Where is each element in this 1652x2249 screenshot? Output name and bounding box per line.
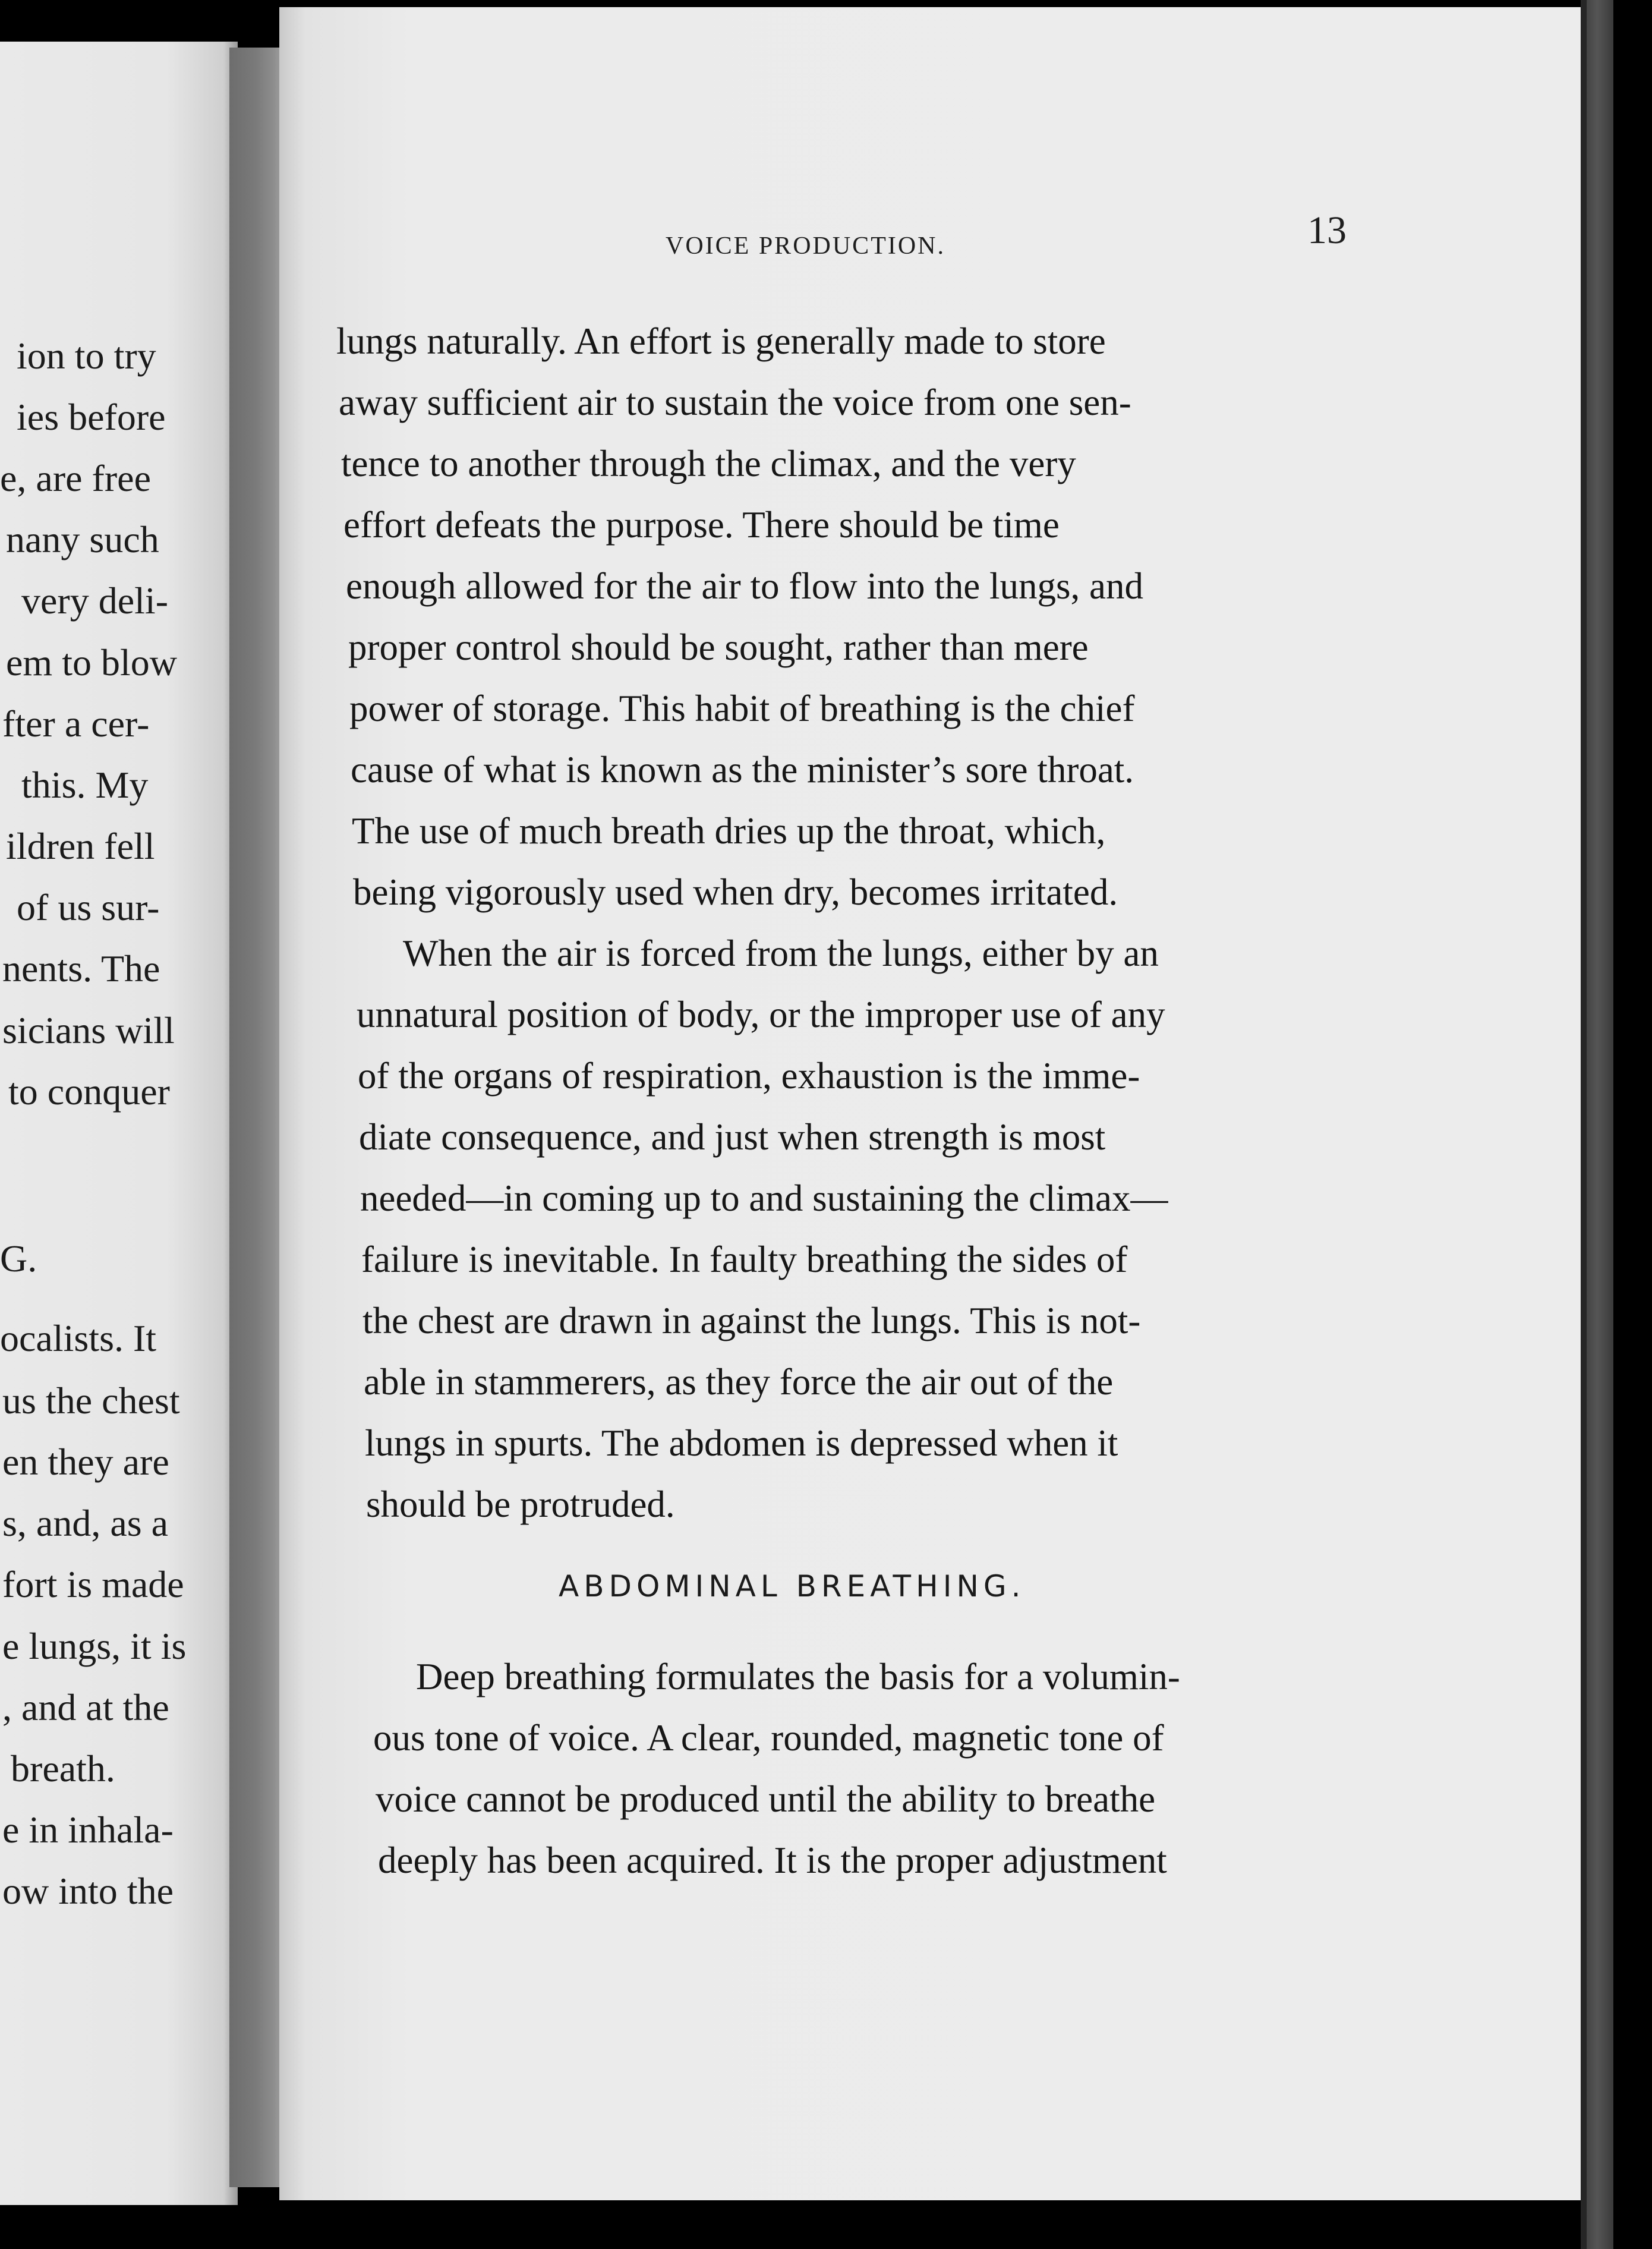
text-line: the chest are drawn in against the lungs. This is not-	[362, 1300, 1141, 1341]
left-fragment: e lungs, it is	[2, 1625, 187, 1667]
text-line: lungs naturally. An effort is generally made to store	[336, 320, 1106, 362]
text-line: of the organs of respiration, exhaustion is the imme-	[358, 1055, 1140, 1097]
page-edge-shadow	[1581, 0, 1587, 2249]
text-line: ous tone of voice. A clear, rounded, magnetic tone of	[373, 1717, 1164, 1759]
left-fragment: em to blow	[6, 641, 177, 683]
text-line: Deep breathing formulates the basis for a volumin-	[416, 1656, 1180, 1697]
text-line: should be protruded.	[366, 1483, 675, 1525]
left-fragment: ow into the	[2, 1870, 174, 1912]
left-fragment: s, and, as a	[2, 1502, 169, 1544]
left-fragment: very deli-	[21, 579, 168, 622]
left-fragment: fort is made	[2, 1563, 184, 1605]
running-head-title: VOICE PRODUCTION.	[666, 232, 945, 260]
text-line: diate consequence, and just when strength is most	[359, 1116, 1106, 1158]
left-fragment: e in inhala-	[2, 1809, 174, 1851]
page-number: 13	[1307, 209, 1347, 252]
text-line: able in stammerers, as they force the air out of the	[364, 1361, 1114, 1403]
left-fragment: sicians will	[2, 1009, 175, 1051]
left-fragment: of us sur-	[17, 886, 160, 928]
text-line: power of storage. This habit of breathing is the chief	[349, 688, 1135, 729]
text-line: tence to another through the climax, and the very	[341, 443, 1076, 484]
left-fragment: breath.	[11, 1747, 115, 1790]
text-line: away sufficient air to sustain the voice from one sen-	[339, 382, 1131, 423]
text-line: voice cannot be produced until the ability to breathe	[376, 1778, 1156, 1820]
text-line: proper control should be sought, rather than mere	[348, 626, 1089, 668]
text-line: effort defeats the purpose. There should be time	[343, 504, 1060, 546]
text-line: needed—in coming up to and sustaining the climax—	[360, 1177, 1168, 1219]
left-fragment: , and at the	[2, 1686, 169, 1728]
left-fragment: nany such	[6, 518, 159, 560]
text-line: The use of much breath dries up the throat, which,	[352, 810, 1106, 852]
left-fragment: G.	[0, 1237, 37, 1280]
text-line: lungs in spurts. The abdomen is depressed when it	[365, 1422, 1118, 1464]
text-line: deeply has been acquired. It is the proper adjustment	[378, 1839, 1167, 1881]
left-fragment: ies before	[17, 396, 166, 438]
left-fragment: to conquer	[8, 1070, 170, 1113]
left-fragment: fter a cer-	[2, 703, 150, 745]
left-fragment: ildren fell	[6, 825, 155, 867]
text-line: cause of what is known as the minister’s sore throat.	[351, 749, 1134, 790]
text-line: When the air is forced from the lungs, either by an	[403, 933, 1159, 974]
text-line: being vigorously used when dry, becomes irritated.	[353, 871, 1118, 913]
text-line: enough allowed for the air to flow into the lungs, and	[346, 565, 1143, 607]
left-fragment: nents. The	[2, 947, 160, 990]
section-heading: ABDOMINAL BREATHING.	[559, 1569, 1026, 1604]
text-line: failure is inevitable. In faulty breathing the sides of	[361, 1239, 1128, 1280]
left-fragment: ion to try	[17, 335, 156, 377]
left-fragment: en they are	[2, 1441, 169, 1483]
left-fragment: e, are free	[0, 457, 151, 499]
text-line: unnatural position of body, or the improper use of any	[357, 994, 1165, 1035]
left-fragment: us the chest	[2, 1379, 180, 1422]
left-page	[0, 42, 238, 2205]
left-fragment: this. My	[21, 764, 149, 806]
book-cover-edge	[1587, 0, 1613, 2249]
left-fragment: ocalists. It	[0, 1317, 157, 1359]
